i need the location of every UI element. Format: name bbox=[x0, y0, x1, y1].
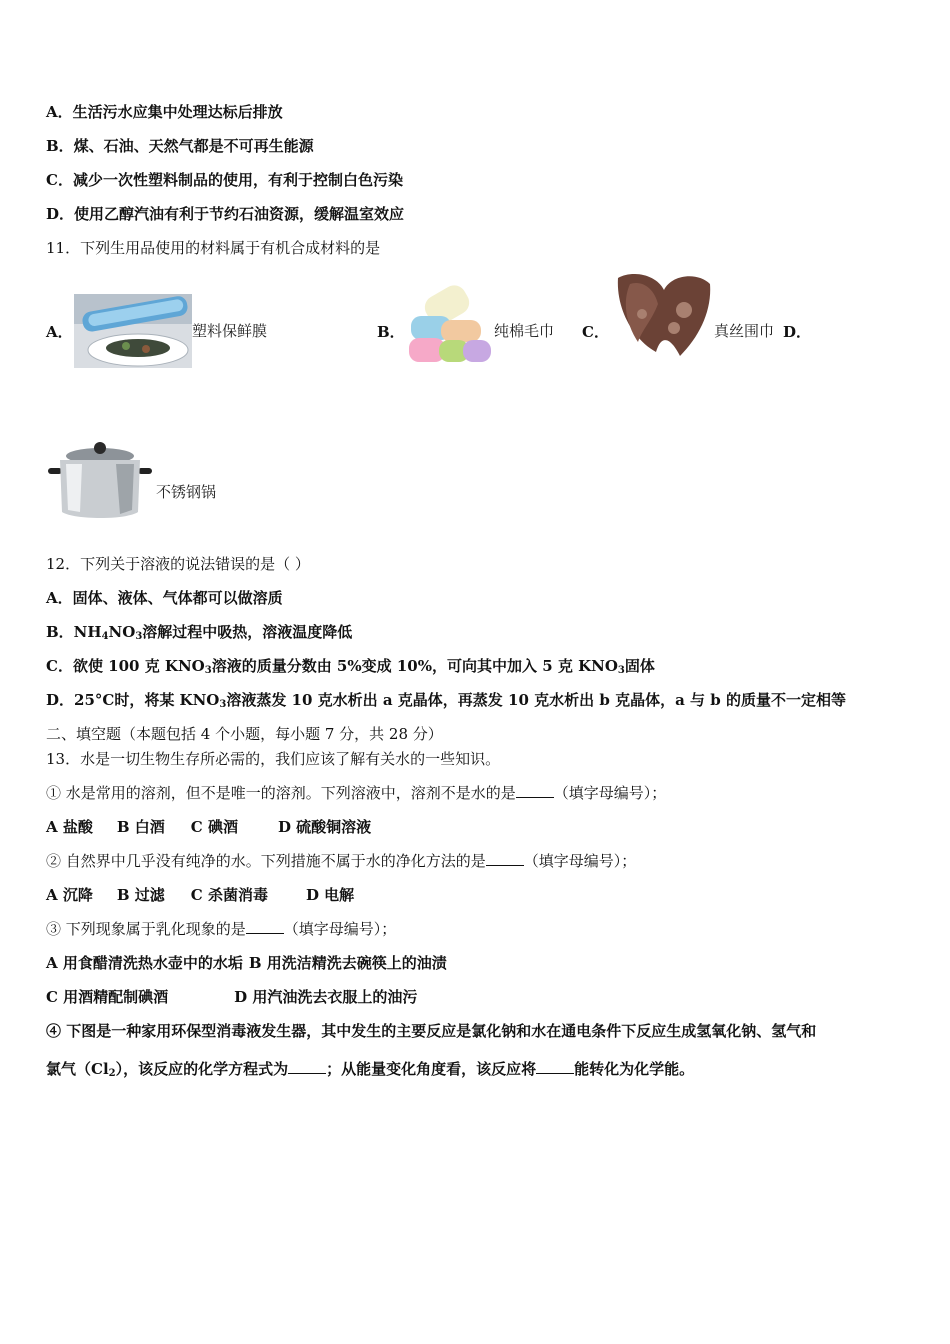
towels-image bbox=[405, 280, 493, 370]
q11-label-b: B． bbox=[377, 323, 405, 341]
q11-label-d: D． bbox=[783, 323, 812, 341]
steel-pot-image bbox=[46, 442, 154, 522]
q12-option-c: C．欲使 100 克 $KNO_3$溶液的质量分数由 5%变成 10%，可向其中加入 5 克 $KNO_3$固体 bbox=[46, 657, 655, 676]
q11-stem: 11．下列生用品使用的材料属于有机合成材料的是 bbox=[46, 239, 381, 257]
q11-caption-c: 真丝围巾 bbox=[714, 322, 775, 340]
q11-caption-d: 不锈钢锅 bbox=[156, 483, 217, 501]
q12-option-d: D．25°C时，将某 $KNO_3$溶液蒸发 10 克水析出 a 克晶体，再蒸发 10 克水析出 b 克晶体，a 与 b 的质量不一定相等 bbox=[46, 691, 846, 710]
section-heading: 二、填空题（本题包括 4 个小题，每小题 7 分，共 28 分） bbox=[46, 725, 443, 743]
q10-option-c: C．减少一次性塑料制品的使用，有利于控制白色污染 bbox=[46, 171, 403, 189]
q10-option-a: A．生活污水应集中处理达标后排放 bbox=[46, 103, 283, 121]
q13-part1: ① 水是常用的溶剂，但不是唯一的溶剂。下列溶液中，溶剂不是水的是 （填字母编号）； bbox=[46, 784, 667, 802]
q13-part2-options: A 沉降 B 过滤 C 杀菌消毒 D 电解 bbox=[46, 886, 355, 904]
q13-stem: 13．水是一切生物生存所必需的，我们应该了解有关水的一些知识。 bbox=[46, 750, 501, 768]
q13-part3: ③ 下列现象属于乳化现象的是 （填字母编号）； bbox=[46, 920, 397, 938]
q11-label-c: C． bbox=[582, 323, 609, 341]
q12-option-b: B．$NH_4NO_3$溶解过程中吸热，溶液温度降低 bbox=[46, 623, 353, 642]
q11-caption-a: 塑料保鲜膜 bbox=[192, 322, 268, 340]
q10-option-d: D．使用乙醇汽油有利于节约石油资源，缓解温室效应 bbox=[46, 205, 405, 223]
answer-blank bbox=[516, 783, 554, 798]
answer-blank bbox=[486, 851, 524, 866]
q13-part3-options-cd: C 用酒精配制碘酒 D 用汽油洗去衣服上的油污 bbox=[46, 988, 418, 1006]
q13-part1-options: A 盐酸 B 白酒 C 碘酒 D 硫酸铜溶液 bbox=[46, 818, 372, 836]
q11-caption-b: 纯棉毛巾 bbox=[494, 322, 555, 340]
q12-stem: 12．下列关于溶液的说法错误的是（ ） bbox=[46, 555, 310, 573]
answer-blank bbox=[536, 1059, 574, 1074]
q11-label-a: A． bbox=[46, 323, 73, 341]
q13-part3-options-ab: A 用食醋清洗热水壶中的水垢 B 用洗洁精洗去碗筷上的油渍 bbox=[46, 954, 447, 972]
silk-scarf-image bbox=[612, 270, 714, 358]
q12-option-a: A．固体、液体、气体都可以做溶质 bbox=[46, 589, 283, 607]
q13-part4-line2: 氯气$(Cl_2)$，该反应的化学方程式为 ；从能量变化角度看，该反应将 能转化为化学能。 bbox=[46, 1060, 695, 1079]
q13-part4-line1: ④ 下图是一种家用环保型消毒液发生器，其中发生的主要反应是氯化钠和水在通电条件下反应生成氢氧化钠、氢气和 bbox=[46, 1022, 817, 1040]
answer-blank bbox=[288, 1059, 326, 1074]
plastic-wrap-image bbox=[74, 294, 192, 368]
answer-blank bbox=[246, 919, 284, 934]
q13-part2: ② 自然界中几乎没有纯净的水。下列措施不属于水的净化方法的是 （填字母编号）； bbox=[46, 852, 637, 870]
q10-option-b: B．煤、石油、天然气都是不可再生能源 bbox=[46, 137, 314, 155]
